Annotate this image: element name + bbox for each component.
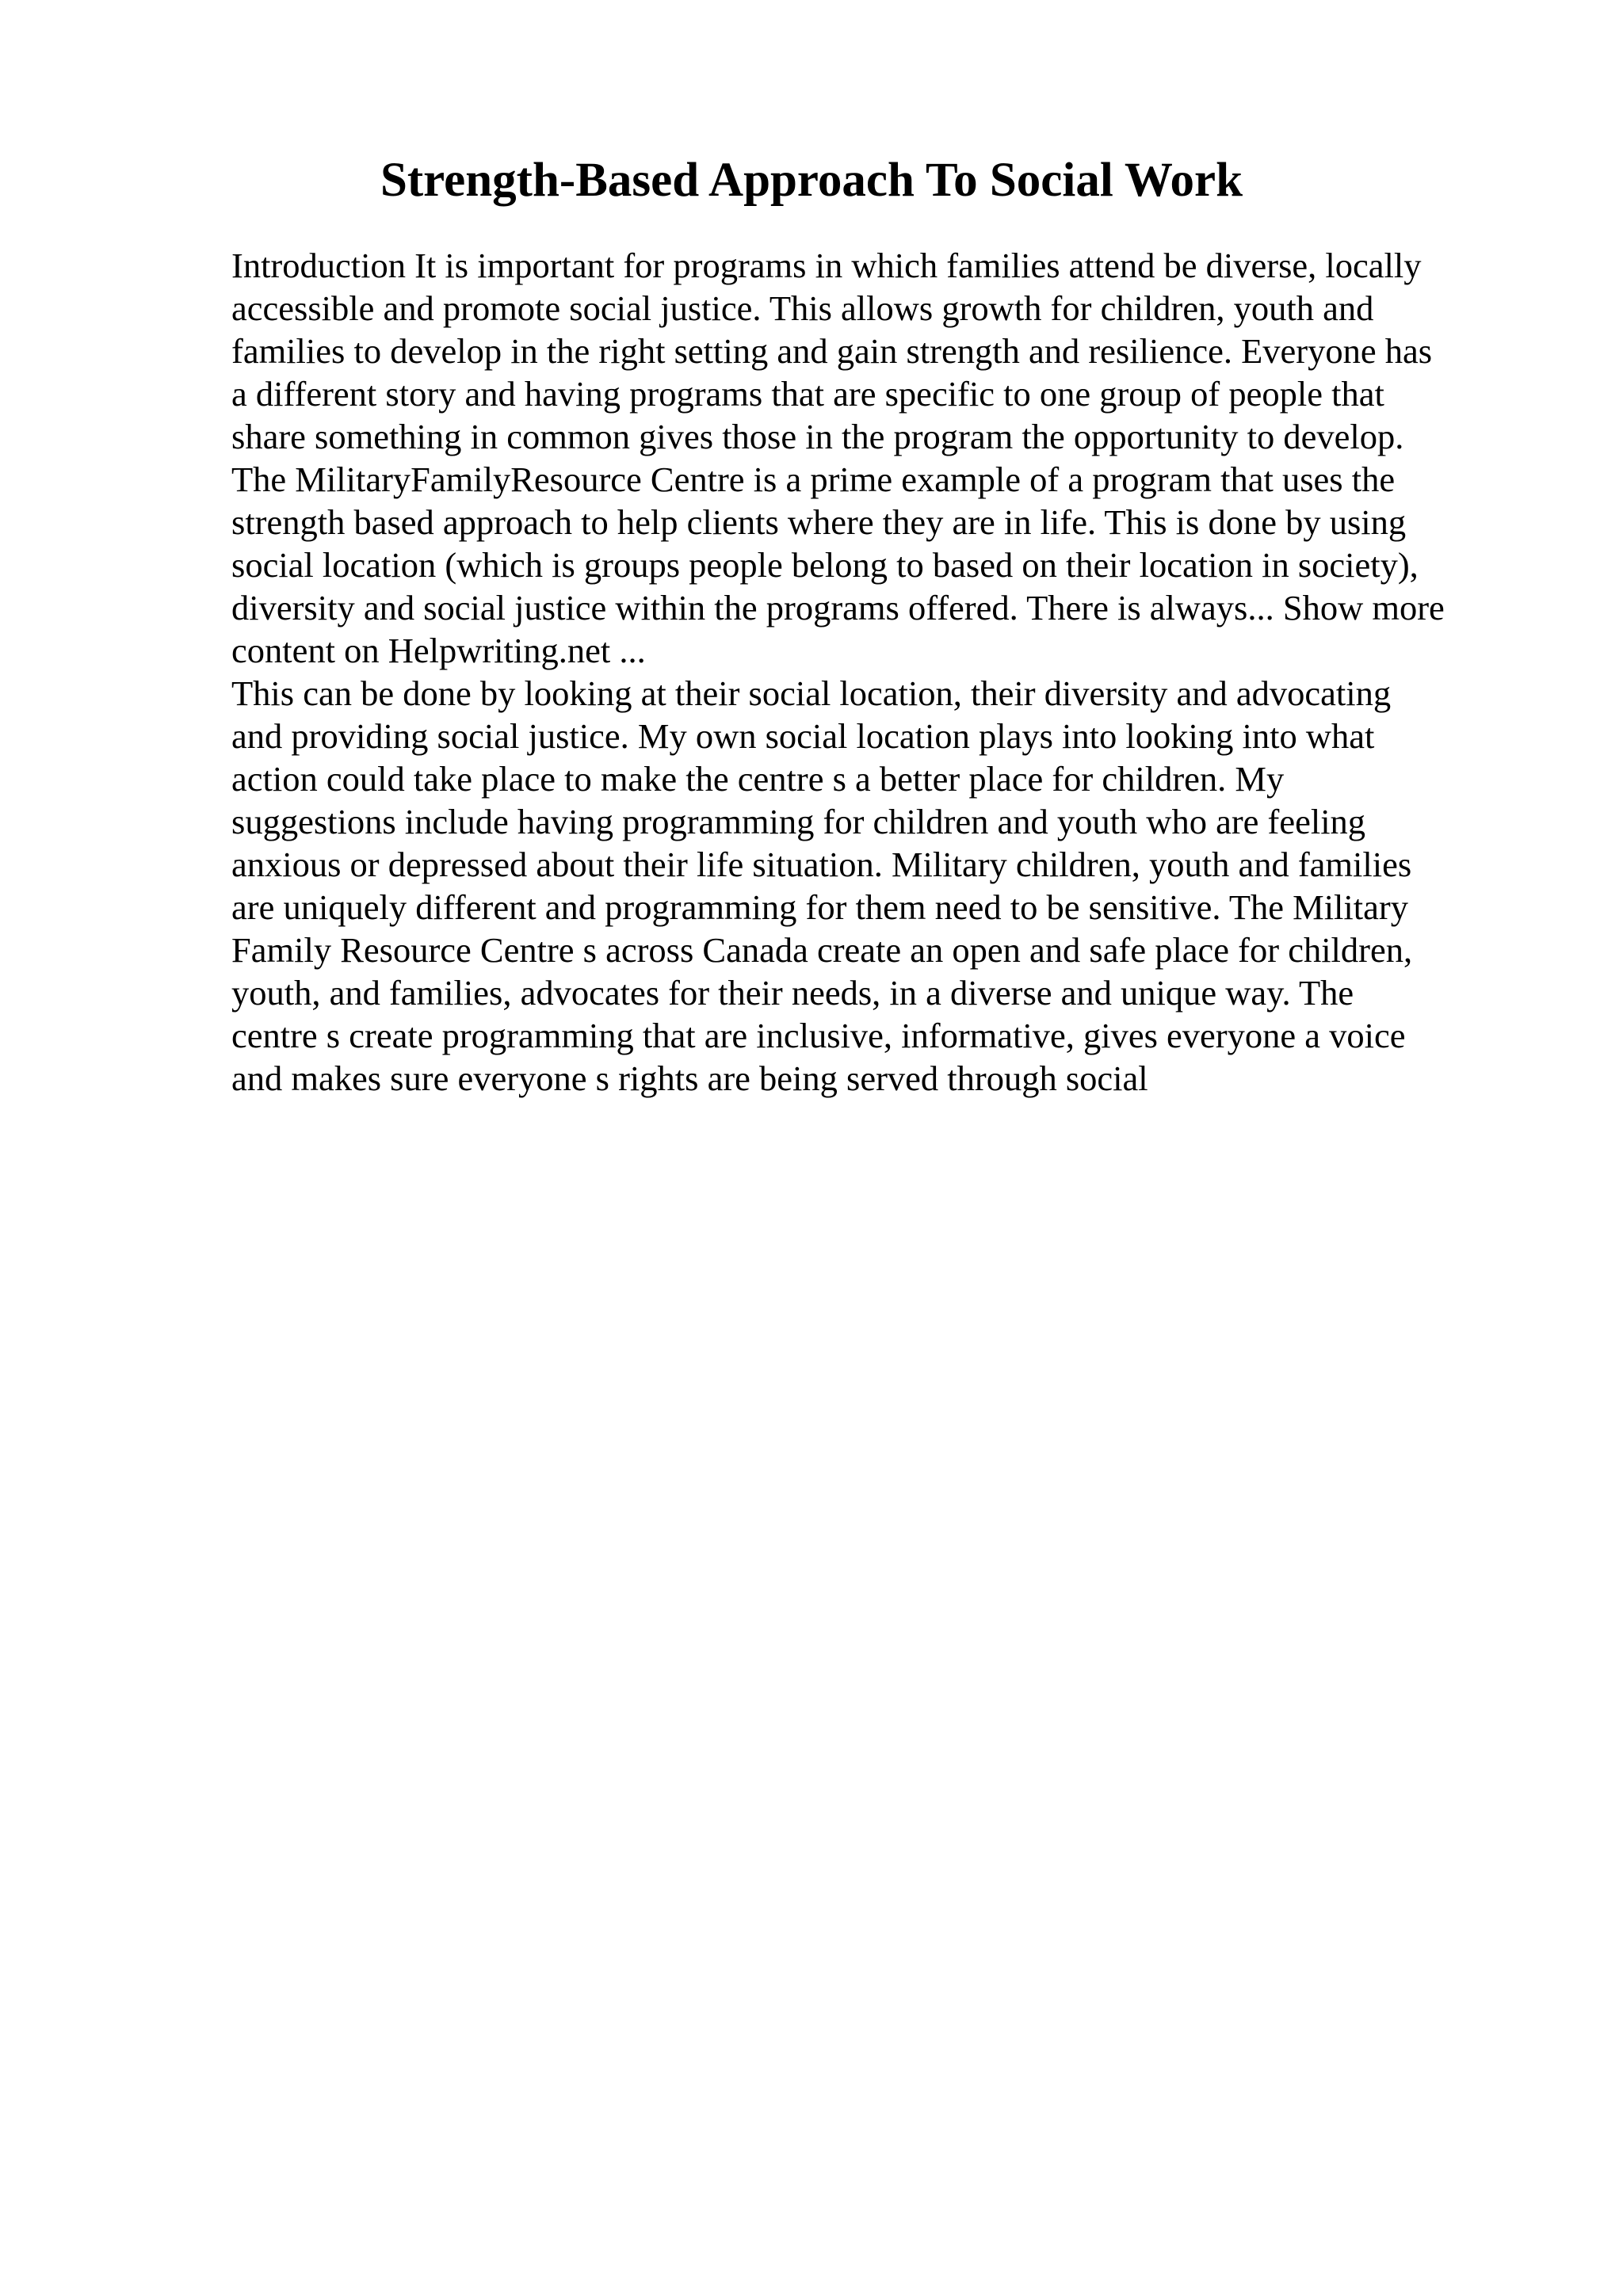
body-line: centre s create programming that are inclusive, informative, gives everyone a voice (231, 1016, 1406, 1055)
body-line: social location (which is groups people belong to based on their location in society), (231, 545, 1419, 585)
document-title: Strength-Based Approach To Social Work (380, 154, 1243, 207)
body-line: Introduction It is important for programs in which families attend be diverse, locally (231, 246, 1422, 285)
body-line: suggestions include having programming for children and youth who are feeling (231, 802, 1366, 841)
body-line: Family Resource Centre s across Canada create an open and safe place for children, (231, 930, 1413, 970)
body-line: a different story and having programs that are specific to one group of people that (231, 374, 1384, 414)
body-line: youth, and families, advocates for their needs, in a diverse and unique way. The (231, 973, 1354, 1013)
body-line: The MilitaryFamilyResource Centre is a prime example of a program that uses the (231, 460, 1396, 499)
document-body (231, 244, 1531, 1100)
body-line: action could take place to make the centre s a better place for children. My (231, 759, 1285, 799)
body-line: and providing social justice. My own social location plays into looking into what (231, 716, 1375, 756)
body-line: are uniquely different and programming for them need to be sensitive. The Military (231, 887, 1408, 927)
body-line: content on Helpwriting.net ... (231, 631, 646, 670)
body-line: anxious or depressed about their life situation. Military children, youth and families (231, 845, 1412, 884)
body-line: accessible and promote social justice. This allows growth for children, youth and (231, 288, 1374, 328)
body-line: strength based approach to help clients where they are in life. This is done by using (231, 502, 1407, 542)
body-line: and makes sure everyone s rights are being served through social (231, 1058, 1148, 1098)
body-line: diversity and social justice within the programs offered. There is always... Show more (231, 588, 1445, 627)
body-line: This can be done by looking at their social location, their diversity and advocating (231, 673, 1392, 713)
body-line: share something in common gives those in the program the opportunity to develop. (231, 417, 1404, 456)
body-line: families to develop in the right setting and gain strength and resilience. Everyone has (231, 331, 1433, 371)
